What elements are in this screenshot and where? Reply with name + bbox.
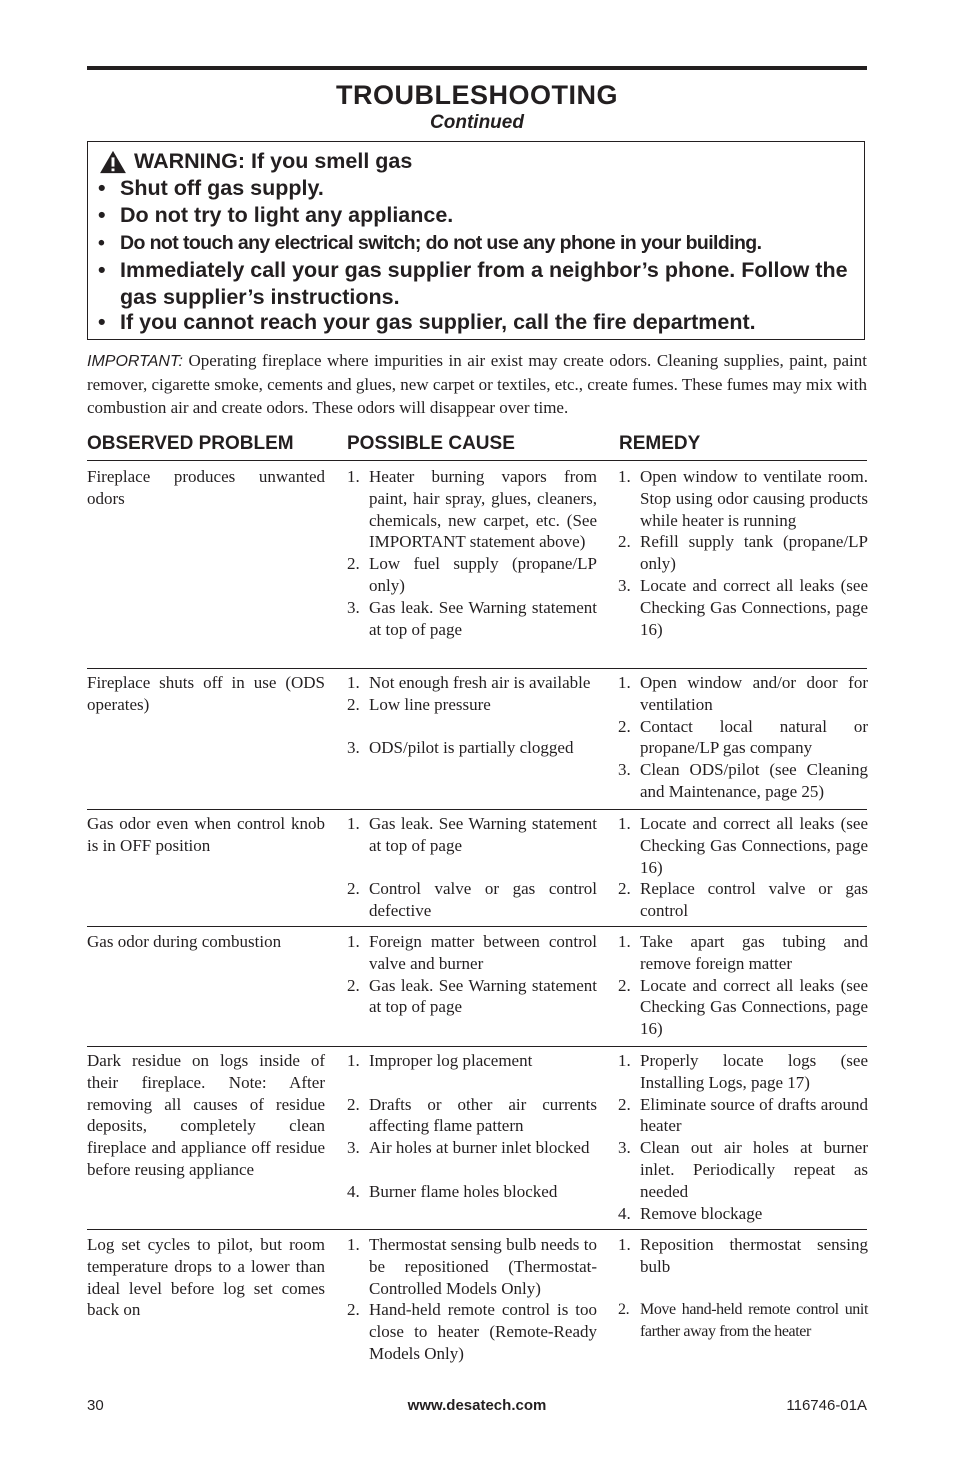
row-rule (87, 809, 867, 810)
remedy-item: 1. Open window and/or door for ventilation (618, 673, 868, 714)
remedy-item: 1. Reposition thermostat sensing bulb (618, 1235, 868, 1276)
remedy-item: 1. Locate and correct all leaks (see Checking Gas Connections, page 16) (618, 814, 868, 877)
cause-item: 2. Hand-held remote control is too close to heater (Remote-Ready Models Only) (347, 1300, 597, 1363)
problem-cell: Log set cycles to pilot, but room temperature drops to a lower than ideal level before log set comes back on (87, 1235, 325, 1320)
cause-item: 2. Control valve or gas control defective (347, 879, 597, 921)
remedy-item: 2. Locate and correct all leaks (see Checking Gas Connections, page 16) (618, 975, 868, 1039)
cause-cell (347, 1050, 597, 1203)
problem-cell: Gas odor during combustion (87, 932, 282, 951)
cause-item: 2. Low line pressure (347, 694, 491, 714)
problem-cell: Dark residue on logs inside of their fireplace. Note: After removing all causes of residue deposits, completely clean fireplace and appliance off residue before reusing appliance (87, 1051, 325, 1179)
problem-cell: Gas odor even when control knob is in OFF position (87, 814, 325, 855)
important-note (87, 349, 867, 419)
page-subtitle: Continued (430, 112, 524, 133)
warning-heading: WARNING: If you smell gas (134, 149, 413, 173)
remedy-item: 1. Take apart gas tubing and remove foreign matter (618, 932, 868, 973)
cause-cell (347, 466, 597, 640)
remedy-item: 3. Locate and correct all leaks (see Checking Gas Connections, page 16) (618, 575, 868, 639)
remedy-cell (618, 1050, 868, 1224)
warning-heading-row (98, 149, 412, 174)
website-link[interactable]: www.desatech.com (407, 1397, 547, 1414)
row-rule (87, 1046, 867, 1047)
top-rule (87, 66, 867, 70)
column-header-problem: OBSERVED PROBLEM (87, 433, 294, 454)
remedy-item: 2. Refill supply tank (propane/LP only) (618, 532, 868, 574)
cause-cell (347, 931, 597, 1018)
cause-item: 1. Heater burning vapors from paint, hair spray, glues, cleaners, chemicals, new carpet, etc. (See IMPORTANT statement above) (347, 467, 597, 552)
document-number: 116746-01A (786, 1397, 867, 1414)
cause-cell (347, 672, 597, 759)
cause-item: 1. Not enough fresh air is available (347, 673, 591, 692)
warning-item: • Do not try to light any appliance. (98, 203, 454, 227)
cause-item: 2. Low fuel supply (propane/LP only) (347, 554, 597, 595)
cause-item: 1. Gas leak. See Warning statement at top of page (347, 814, 597, 855)
remedy-item: 4. Remove blockage (618, 1203, 763, 1223)
warning-item: • Immediately call your gas supplier from a neighbor’s phone. Follow the gas supplier’s instructions. (98, 258, 848, 309)
cause-item: 1. Foreign matter between control valve and burner (347, 932, 597, 973)
remedy-cell (618, 931, 868, 1040)
cause-item: 3. Gas leak. See Warning statement at top of page (347, 597, 597, 639)
cause-cell (347, 1234, 597, 1365)
remedy-item: 2. Move hand-held remote control unit farther away from the heater (618, 1301, 868, 1341)
cause-item: 4. Burner flame holes blocked (347, 1181, 558, 1201)
warning-item: • Do not touch any electrical switch; do not use any phone in your building. (98, 232, 762, 254)
remedy-item: 3. Clean ODS/pilot (see Cleaning and Maintenance, page 25) (618, 760, 868, 801)
remedy-item: 3. Clean out air holes at burner inlet. Periodically repeat as needed (618, 1138, 868, 1201)
remedy-cell (618, 813, 868, 922)
remedy-item: 1. Properly locate logs (see Installing Logs, page 17) (618, 1051, 868, 1092)
remedy-cell (618, 1234, 868, 1343)
row-rule (87, 1229, 867, 1230)
remedy-cell (618, 672, 868, 803)
row-rule (87, 668, 867, 669)
problem-cell: Fireplace shuts off in use (ODS operates) (87, 673, 325, 714)
row-rule (87, 926, 867, 927)
page-title: TROUBLESHOOTING (336, 80, 618, 110)
cause-cell (347, 813, 597, 922)
cause-item: 3. ODS/pilot is partially clogged (347, 738, 574, 758)
important-text: Operating fireplace where impurities in air exist may create odors. Cleaning supplies, paint, paint remover, cigarette smoke, cements and glues, new carpet or textiles, etc., create fumes. These fumes may mix with combustion air and create odors. These odors will disappear over time. (87, 351, 867, 417)
cause-item: 2. Drafts or other air currents affecting flame pattern (347, 1094, 597, 1136)
warning-item: • Shut off gas supply. (98, 176, 324, 200)
page-number: 30 (87, 1397, 104, 1414)
problem-cell: Fireplace produces unwanted odors (87, 467, 325, 508)
remedy-item: 2. Replace control valve or gas control (618, 879, 868, 921)
warning-box (87, 141, 865, 340)
cause-item: 1. Thermostat sensing bulb needs to be repositioned (Thermostat-Controlled Models Only) (347, 1235, 597, 1298)
cause-item: 1. Improper log placement (347, 1051, 533, 1070)
remedy-cell (618, 466, 868, 640)
cause-item: 3. Air holes at burner inlet blocked (347, 1138, 590, 1158)
header-rule (87, 460, 867, 461)
warning-triangle-icon (98, 150, 128, 174)
cause-item: 2. Gas leak. See Warning statement at top of page (347, 975, 597, 1017)
remedy-item: 1. Open window to ventilate room. Stop using odor causing products while heater is running (618, 467, 868, 530)
column-header-cause: POSSIBLE CAUSE (347, 433, 515, 454)
remedy-item: 2. Eliminate source of drafts around heater (618, 1094, 868, 1136)
column-header-remedy: REMEDY (619, 433, 701, 454)
important-lead: IMPORTANT: (87, 353, 183, 370)
warning-item: • If you cannot reach your gas supplier, call the fire department. (98, 310, 756, 334)
remedy-item: 2. Contact local natural or propane/LP gas company (618, 716, 868, 758)
